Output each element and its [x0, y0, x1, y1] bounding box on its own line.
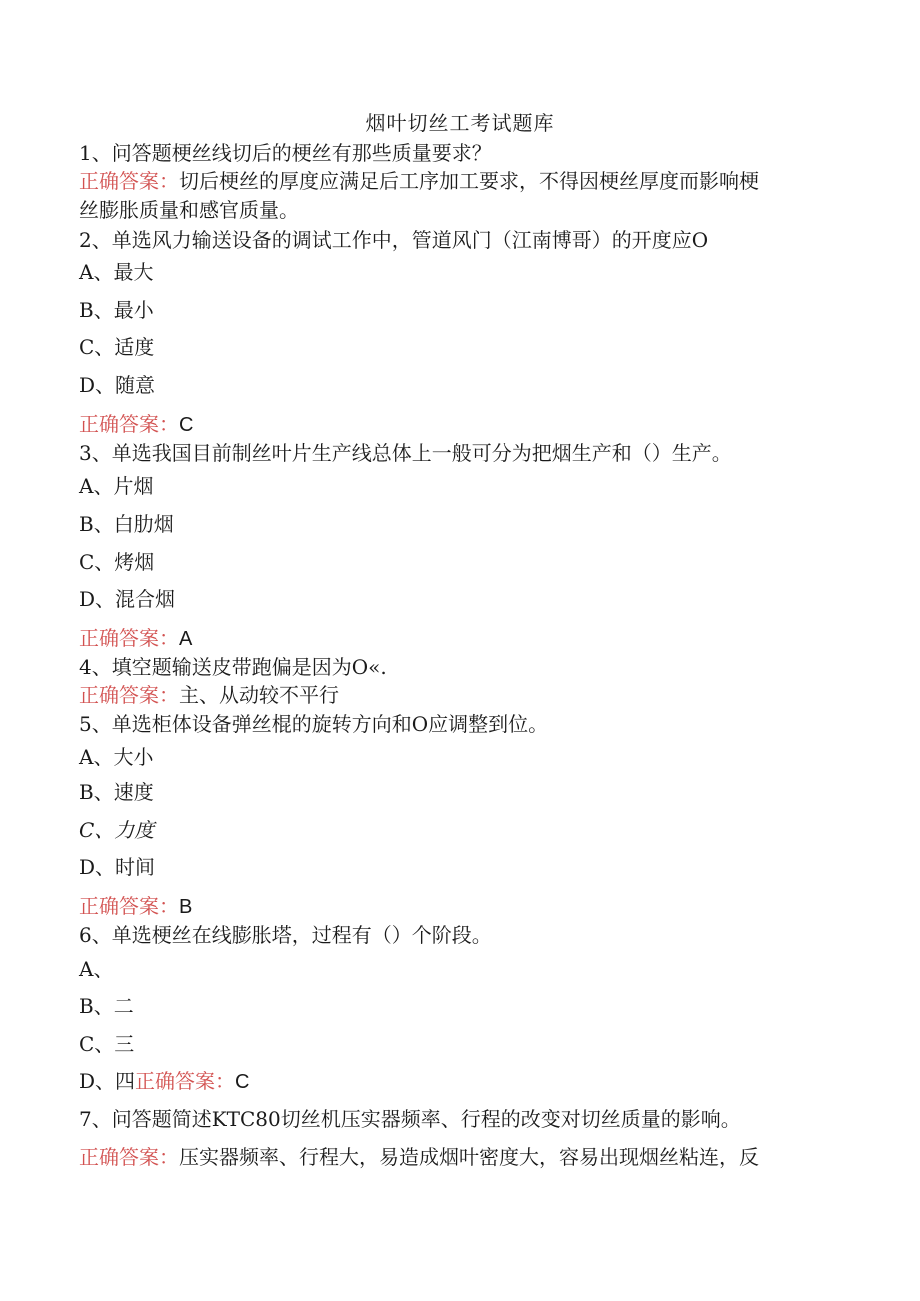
option-3b: B、白肋烟	[79, 512, 174, 536]
question-2: 2、单选风力输送设备的调试工作中，管道风门（江南博哥）的开度应O	[79, 228, 709, 252]
option-2c: C、适度	[79, 335, 155, 359]
answer-value: C	[235, 1071, 250, 1093]
answer-label: 正确答案：	[79, 1145, 179, 1169]
question-1: 1、问答题梗丝线切后的梗丝有那些质量要求？	[79, 141, 492, 165]
answer-1-line-2: 丝膨胀质量和感官质量。	[79, 198, 299, 222]
answer-label: 正确答案：	[79, 412, 179, 436]
option-2b: B、最小	[79, 298, 154, 322]
answer-4	[79, 681, 839, 709]
answer-value: B	[179, 896, 193, 918]
answer-5	[79, 892, 839, 921]
answer-label: 正确答案：	[79, 169, 179, 193]
option-6d-with-answer	[79, 1067, 839, 1096]
option-5c: C、力度	[79, 818, 155, 842]
question-6: 6、单选梗丝在线膨胀塔，过程有（）个阶段。	[79, 923, 492, 947]
question-7: 7、问答题简述KTC80切丝机压实器频率、行程的改变对切丝质量的影响。	[79, 1107, 741, 1131]
option-6b: B、二	[79, 994, 134, 1018]
option-3d: D、混合烟	[79, 587, 176, 611]
option-6c: C、三	[79, 1032, 135, 1056]
answer-text: 切后梗丝的厚度应满足后工序加工要求，不得因梗丝厚度而影响梗	[179, 169, 759, 193]
option-5d: D、时间	[79, 855, 156, 879]
option-6a: A、	[79, 957, 114, 981]
question-4: 4、填空题输送皮带跑偏是因为O«.	[79, 655, 387, 679]
option-3a: A、片烟	[79, 474, 154, 498]
answer-label: 正确答案：	[79, 683, 179, 707]
answer-value: C	[179, 414, 194, 436]
option-2d: D、随意	[79, 373, 156, 397]
answer-value: A	[179, 628, 193, 650]
answer-2	[79, 410, 839, 439]
option-6d: D、四	[79, 1069, 136, 1093]
document-title: 烟叶切丝工考试题库	[365, 111, 555, 135]
answer-label: 正确答案：	[79, 894, 179, 918]
answer-3	[79, 624, 839, 653]
question-3: 3、单选我国目前制丝叶片生产线总体上一般可分为把烟生产和（）生产。	[79, 441, 732, 465]
option-5b: B、速度	[79, 780, 154, 804]
answer-text: 主、从动较不平行	[179, 683, 339, 707]
answer-7-line-1	[79, 1143, 839, 1171]
option-3c: C、烤烟	[79, 550, 155, 574]
answer-1-line-1	[79, 167, 839, 195]
answer-label: 正确答案：	[135, 1069, 236, 1093]
question-5: 5、单选柜体设备弹丝棍的旋转方向和O应调整到位。	[79, 712, 549, 736]
option-5a: A、大小	[79, 745, 154, 769]
option-2a: A、最大	[79, 260, 154, 284]
answer-label: 正确答案：	[79, 626, 179, 650]
answer-text: 压实器频率、行程大，易造成烟叶密度大，容易出现烟丝粘连，反	[179, 1145, 759, 1169]
